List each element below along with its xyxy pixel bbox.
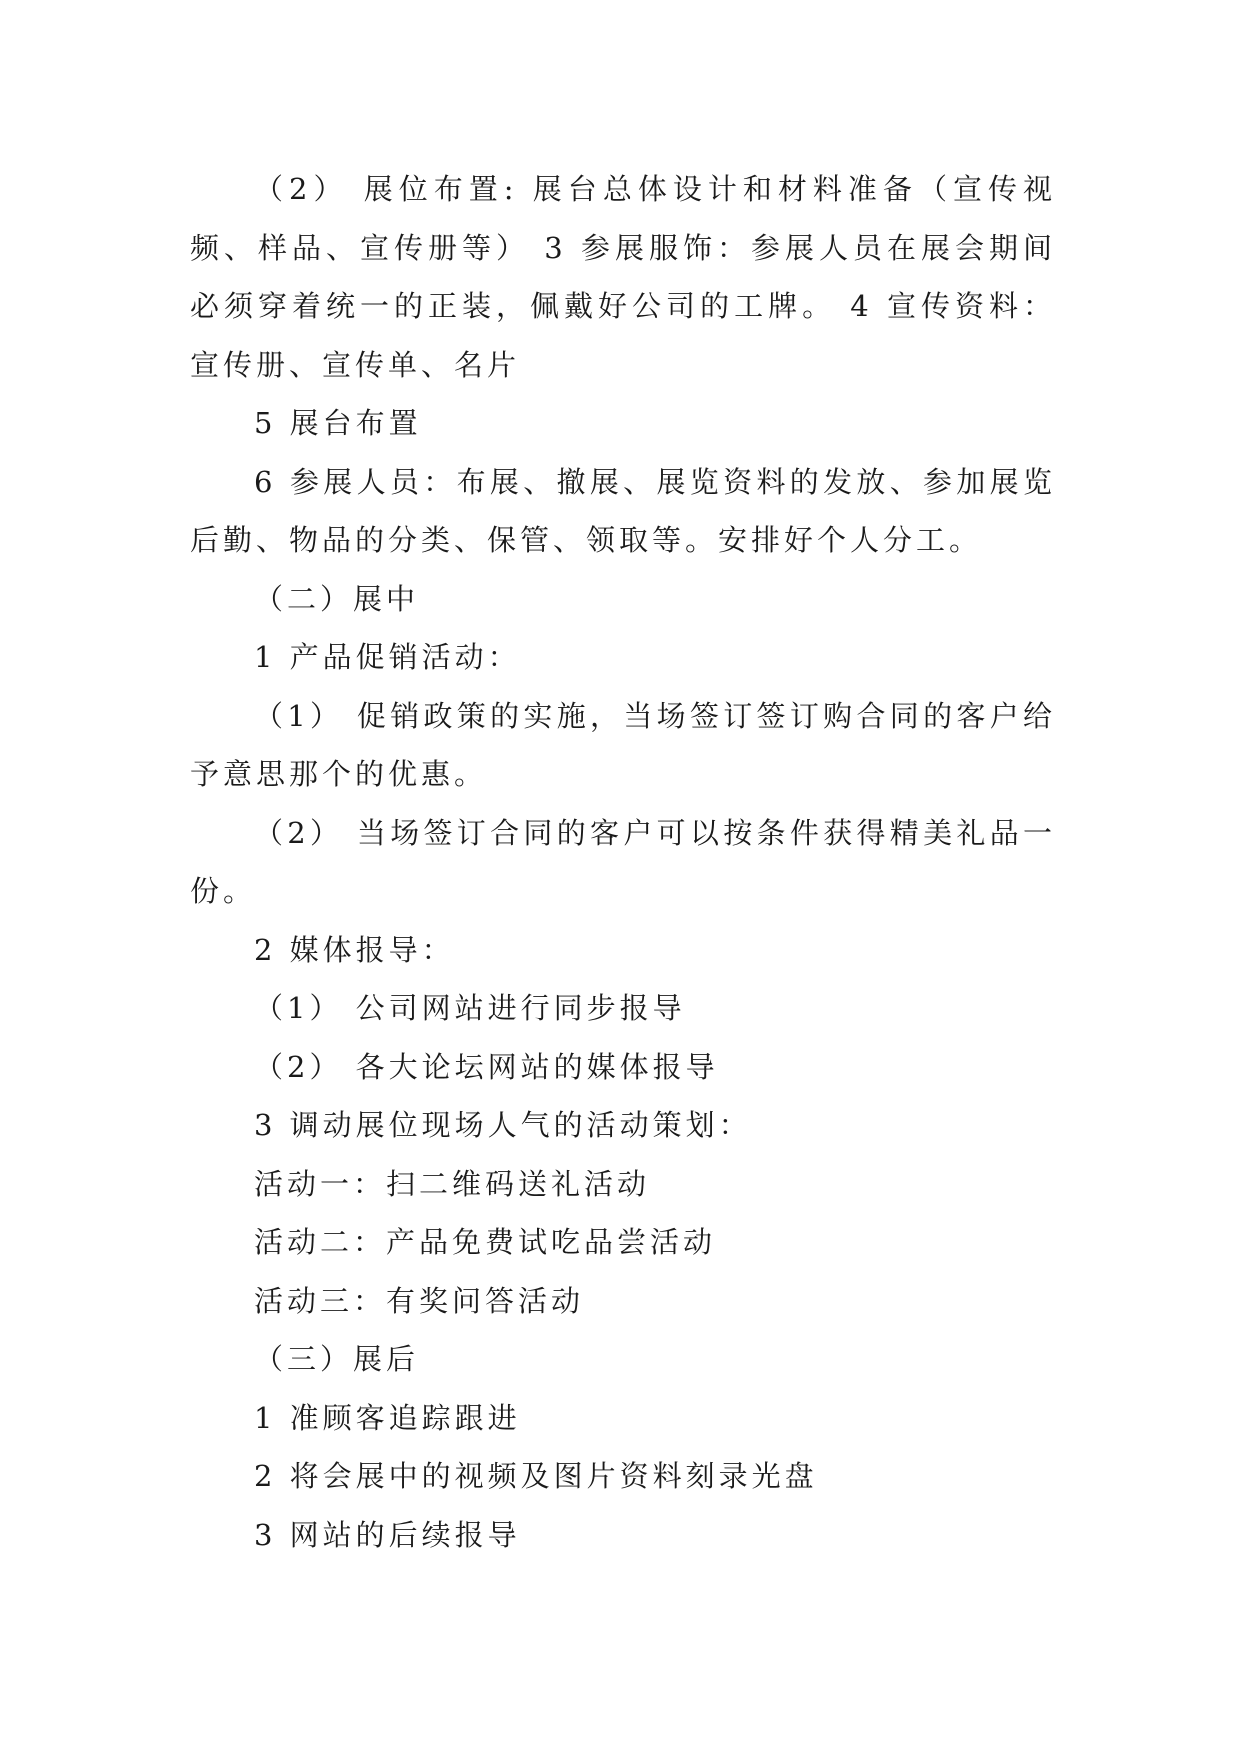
paragraph-activity-three: 活动三：有奖问答活动 (254, 1283, 585, 1318)
paragraph-website-report: 3 网站的后续报导 (254, 1517, 521, 1552)
paragraph-activity-one: 活动一：扫二维码送礼活动 (254, 1166, 651, 1201)
paragraph-activity-two: 活动二：产品免费试吃品尝活动 (254, 1225, 717, 1259)
paragraph-staff: 6 参展人员：布展、撤展、展览资料的发放、参加展览后勤、物品的分类、保管、领取等。安排好个人分工。 (190, 464, 1056, 557)
paragraph-disc: 2 将会展中的视频及图片资料刻录光盘 (254, 1459, 818, 1493)
paragraph-media: 2 媒体报导： (254, 932, 455, 967)
document-body (190, 160, 1056, 1564)
paragraph-company-site: （1） 公司网站进行同步报导 (254, 991, 686, 1025)
paragraph-promotion: 1 产品促销活动： (254, 640, 521, 674)
paragraph-gift: （2） 当场签订合同的客户可以按条件获得精美礼品一份。 (190, 815, 1056, 908)
paragraph-booth-setup: （2） 展位布置: 展台总体设计和材料准备（宣传视频、样品、宣传册等） 3 参展服饰：参展人员在展会期间必须穿着统一的正装，佩戴好公司的工牌。 4 宣传资料：宣传册、宣传单、名片 (190, 172, 1056, 382)
paragraph-booth-arrangement: 5 展台布置 (254, 406, 422, 440)
paragraph-follow-up: 1 准顾客追踪跟进 (254, 1400, 521, 1435)
heading-after-exhibition: （三）展后 (254, 1342, 420, 1376)
paragraph-promotion-policy: （1） 促销政策的实施，当场签订签订购合同的客户给予意思那个的优惠。 (190, 698, 1056, 791)
paragraph-forums: （2） 各大论坛网站的媒体报导 (254, 1049, 719, 1084)
heading-during-exhibition: （二）展中 (254, 581, 420, 616)
paragraph-activity-plan: 3 调动展位现场人气的活动策划： (254, 1108, 752, 1142)
